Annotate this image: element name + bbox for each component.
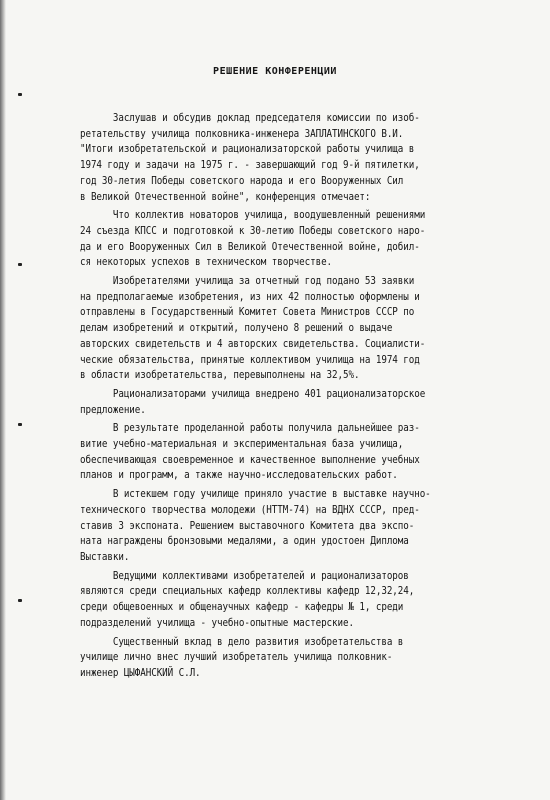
text-line: Что коллектив новаторов училища, воодушевленный решениями xyxy=(80,208,426,222)
text-line: В результате проделанной работы получила дальнейшее раз- xyxy=(80,421,420,435)
margin-mark xyxy=(18,423,22,426)
text-line: авторских свидетельств и 4 авторских свидетельства. Социалисти- xyxy=(80,336,426,350)
text-line: год 30-летия Победы советского народа и его Вооруженных Сил xyxy=(80,173,404,187)
text-line: Изобретателями училища за отчетный год подано 53 заявки xyxy=(80,274,415,288)
text-line: 24 съезда КПСС и подготовкой к 30-летию Победы советского наро- xyxy=(80,223,426,237)
text-line: в области изобретательства, перевыполнены на 32,5%. xyxy=(80,368,360,382)
text-line: ставив 3 экспоната. Решением выставочного Комитета два экспо- xyxy=(80,518,415,532)
text-line: делам изобретений и открытий, получено 8 решений о выдаче xyxy=(80,321,393,335)
text-line: технического творчества молодежи (НТТМ-74) на ВДНХ СССР, пред- xyxy=(80,502,420,516)
text-line: отправлены в Государственный Комитет Совета Министров СССР по xyxy=(80,305,415,319)
paragraph xyxy=(80,420,540,483)
paragraph xyxy=(80,486,540,565)
text-line: училище лично внес лучший изобретатель училища полковник- xyxy=(80,650,393,664)
text-line: ната награждены бронзовыми медалями, а один удостоен Диплома xyxy=(80,534,409,548)
paragraph xyxy=(80,207,540,270)
text-line: инженер ЦЫФАНСКИЙ С.Л. xyxy=(80,665,201,679)
text-line: "Итоги изобретательской и рационализаторской работы училища в xyxy=(80,142,415,156)
text-line: подразделений училища - учебно-опытные мастерские. xyxy=(80,615,354,629)
text-line: предложение. xyxy=(80,402,146,416)
text-line: ческие обязательства, принятые коллективом училища на 1974 год xyxy=(80,352,420,366)
text-line: В истекшем году училище приняло участие в выставке научно- xyxy=(80,487,431,501)
text-line: Рационализаторами училища внедрено 401 рационализаторское xyxy=(80,386,426,400)
text-line: обеспечивающая своевременное и качественное выполнение учебных xyxy=(80,452,420,466)
text-line: 1974 году и задачи на 1975 г. - завершающий год 9-й пятилетки, xyxy=(80,158,420,172)
text-line: на предполагаемые изобретения, из них 42 полностью оформлены и xyxy=(80,289,420,303)
text-line: Выставки. xyxy=(80,549,130,563)
paragraph xyxy=(80,110,540,204)
text-line: в Великой Отечественной войне", конференция отмечает: xyxy=(80,189,371,203)
text-line: да и его Вооруженных Сил в Великой Отечественной войне, добил- xyxy=(80,239,420,253)
document-body xyxy=(80,110,540,684)
text-line: Существенный вклад в дело развития изобретательства в xyxy=(80,634,404,648)
text-line: среди общевоенных и общенаучных кафедр - кафедры № 1, среди xyxy=(80,600,404,614)
text-line: планов и программ, а также научно-исследовательских работ. xyxy=(80,468,398,482)
margin-mark xyxy=(18,93,22,96)
text-line: ретательству училища полковника-инженера ЗАПЛАТИНСКОГО В.И. xyxy=(80,126,404,140)
margin-mark xyxy=(18,599,22,602)
margin-mark xyxy=(18,263,22,266)
document-title: РЕШЕНИЕ КОНФЕРЕНЦИИ xyxy=(213,66,337,77)
text-line: Заслушав и обсудив доклад председателя комиссии по изоб- xyxy=(80,111,420,124)
paragraph xyxy=(80,386,540,417)
text-line: ся некоторых успехов в техническом творчестве. xyxy=(80,255,333,269)
paragraph xyxy=(80,273,540,383)
paragraph xyxy=(80,634,540,681)
paragraph xyxy=(80,568,540,631)
scan-edge-shadow xyxy=(0,0,6,800)
text-line: Ведущими коллективами изобретателей и рационализаторов xyxy=(80,568,409,582)
text-line: витие учебно-материальная и экспериментальная база училища, xyxy=(80,437,404,451)
text-line: являются среди специальных кафедр коллективы кафедр 12,32,24, xyxy=(80,584,415,598)
